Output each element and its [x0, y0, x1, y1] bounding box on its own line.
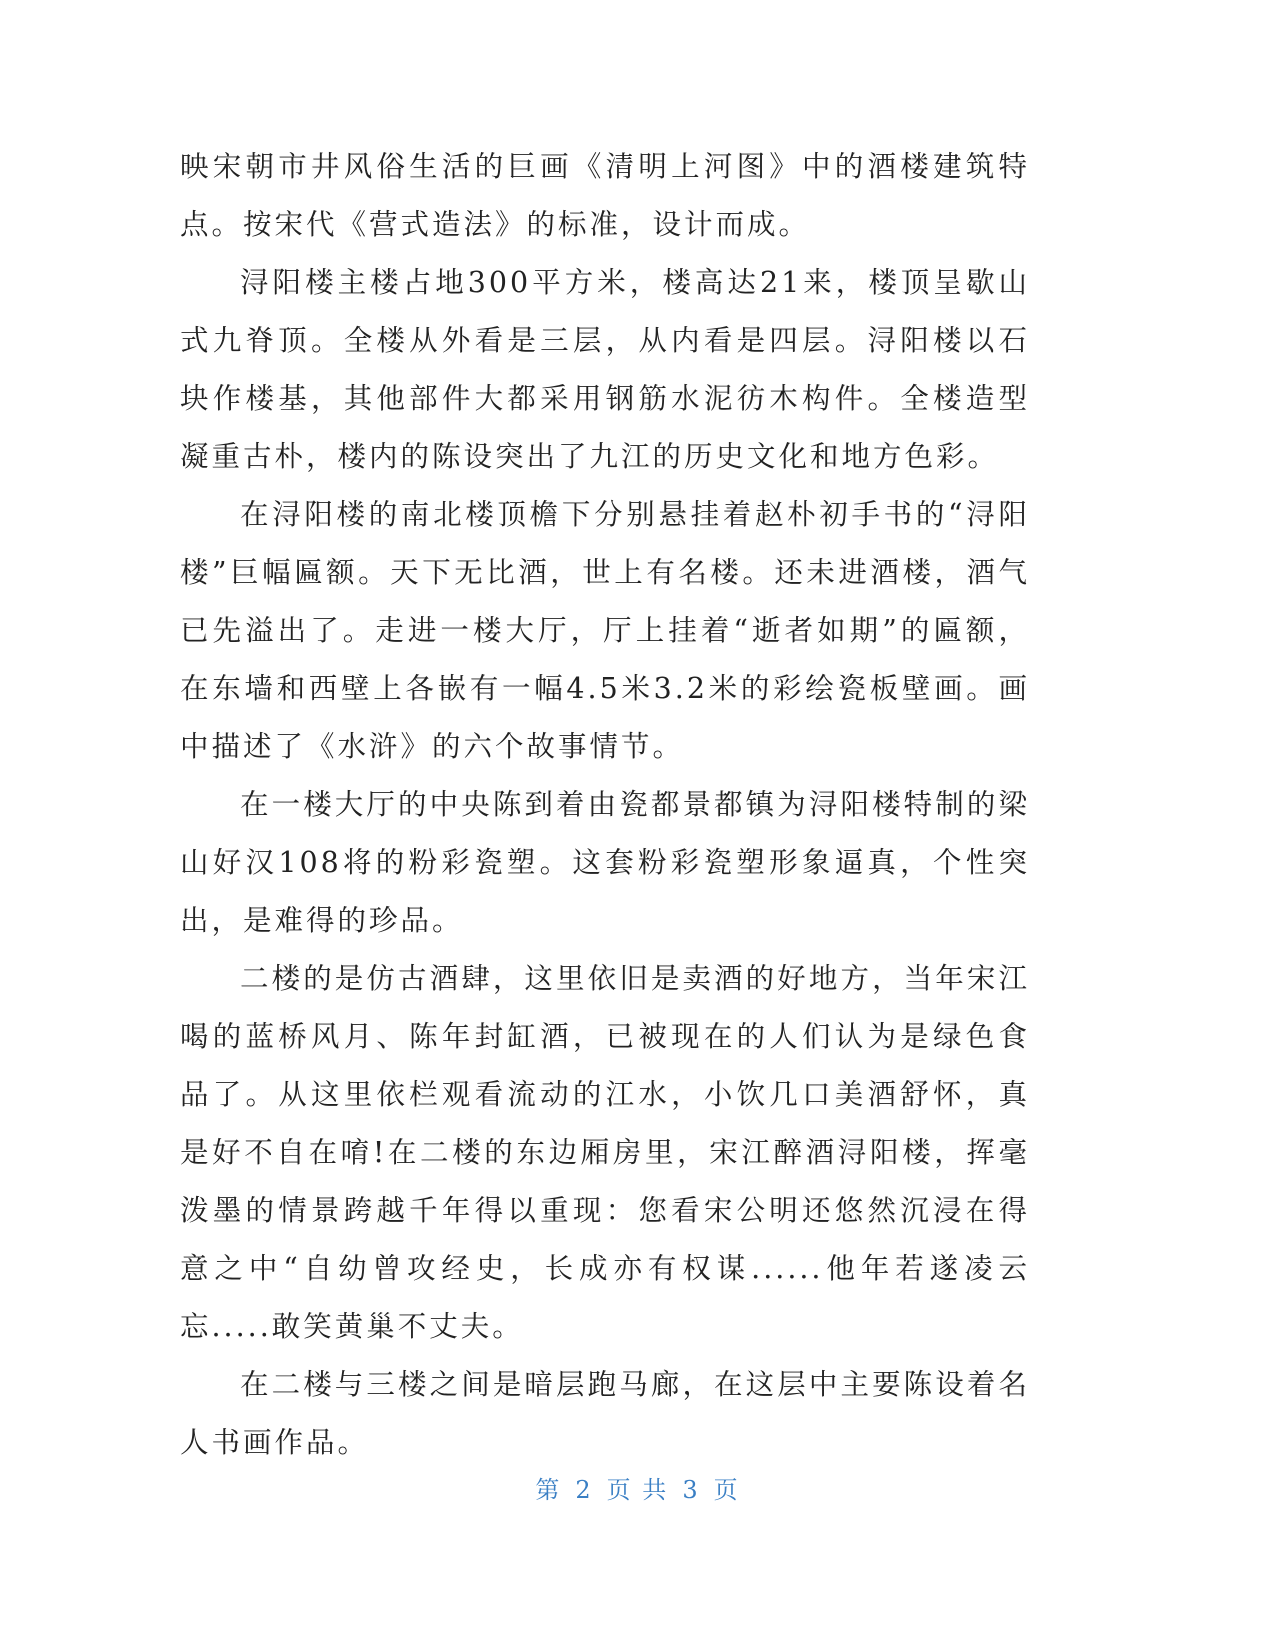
paragraph-mezzanine: 在二楼与三楼之间是暗层跑马廊，在这层中主要陈设着名人书画作品。: [180, 1368, 1030, 1459]
paragraph-first-floor: 在一楼大厅的中央陈到着由瓷都景都镇为浔阳楼特制的梁山好汉108将的粉彩瓷塑。这套粉彩瓷塑形象逼真，个性突出，是难得的珍品。: [180, 788, 1030, 937]
paragraph-plaque: 在浔阳楼的南北楼顶檐下分别悬挂着赵朴初手书的“浔阳楼”巨幅匾额。天下无比酒，世上有名楼。还未进酒楼，酒气已先溢出了。走进一楼大厅，厅上挂着“逝者如期”的匾额，在东墙和西壁上各嵌有一幅4.5米3.2米的彩绘瓷板壁画。画中描述了《水浒》的六个故事情节。: [180, 498, 1030, 763]
paragraph-continuation: 映宋朝市井风俗生活的巨画《清明上河图》中的酒楼建筑特点。按宋代《营式造法》的标准，设计而成。: [180, 150, 1030, 241]
page-footer: [0, 1470, 1275, 1505]
footer-suffix: 页: [713, 1476, 740, 1504]
paragraph-second-floor: 二楼的是仿古酒肆，这里依旧是卖酒的好地方，当年宋江喝的蓝桥风月、陈年封缸酒，已被现在的人们认为是绿色食品了。从这里依栏观看流动的江水，小饮几口美酒舒怀，真是好不自在唷!在二楼的东边厢房里，宋江醉酒浔阳楼，挥毫泼墨的情景跨越千年得以重现：您看宋公明还悠然沉浸在得意之中“自幼曾攻经史，长成亦有权谋......他年若遂凌云忘.....敢笑黄巢不丈夫。: [180, 962, 1030, 1343]
document-body: [180, 138, 1030, 1472]
footer-prefix: 第: [535, 1476, 562, 1504]
footer-current-page: 2: [575, 1476, 593, 1504]
footer-total-pages: 3: [682, 1476, 700, 1504]
footer-middle: 页 共: [606, 1476, 669, 1504]
paragraph-main-building: 浔阳楼主楼占地300平方米，楼高达21来，楼顶呈歇山式九脊顶。全楼从外看是三层，从内看是四层。浔阳楼以石块作楼基，其他部件大都采用钢筋水泥彷木构件。全楼造型凝重古朴，楼内的陈设突出了九江的历史文化和地方色彩。: [180, 266, 1030, 473]
